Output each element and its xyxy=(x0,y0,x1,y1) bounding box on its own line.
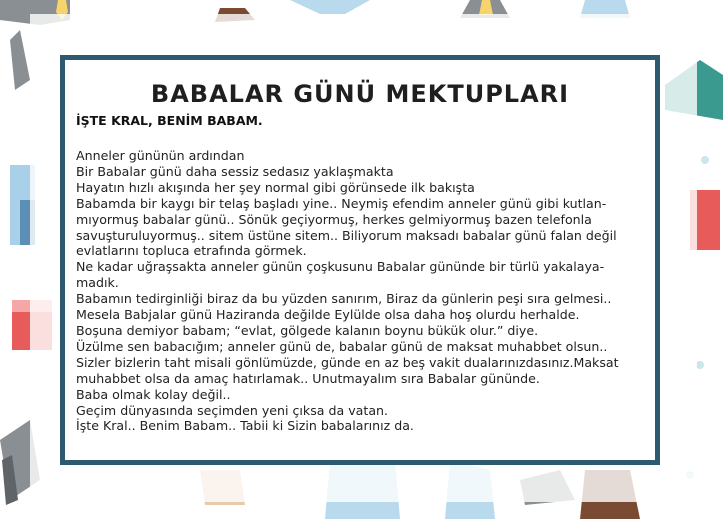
letter-line: Hayatın hızlı akışında her şey normal gibi görünsede ilk bakışta xyxy=(76,179,475,195)
letter-subtitle: İŞTE KRAL, BENİM BABAM. xyxy=(76,113,263,128)
dot-icon xyxy=(701,156,709,164)
letter-line: Sizler bizlerin taht misali gönlümüzde, günde en az beş vakit dualarınızdasınız.Maksat xyxy=(76,354,619,370)
dot-icon xyxy=(696,361,704,369)
letter-line: savuşturuluyormuş.. sitem üstüne sitem.. Biliyorum maksadı babalar günü falan değil xyxy=(76,227,617,243)
letter-line: Boşuna demiyor babam; “evlat, gölgede kalanın boynu bükük olur.” diye. xyxy=(76,322,539,338)
letter-line: İşte Kral.. Benim Babam.. Tabii ki Sizin babalarınız da. xyxy=(76,418,414,434)
shirt-icon xyxy=(290,0,370,14)
letter-line: Geçim dünyasında seçimden yeni çıksa da vatan. xyxy=(76,402,389,418)
letter-line: Mesela Babjalar günü Haziranda değilde Eylülde olsa daha hoş olurdu herhalde. xyxy=(76,307,580,323)
letter-line: evlatlarını topluca etrafında görmek. xyxy=(76,243,307,259)
letter-line: Ne kadar uğraşsakta anneler günün çoşkusunu Babalar gününde bir türlü yakalaya- xyxy=(76,259,605,275)
letter-line: Bir Babalar günü daha sessiz sedasız yaklaşmakta xyxy=(76,163,394,179)
letter-line: Anneler gününün ardından xyxy=(76,148,245,163)
letter-frame xyxy=(60,55,660,465)
letter-title: BABALAR GÜNÜ MEKTUPLARI xyxy=(150,80,570,108)
letter-line: Babamda bir kaygı bir telaş başladı yine.. Neymiş efendim anneler günü gibi kutlan- xyxy=(76,195,607,211)
letter-line: mıyormuş babalar günü.. Sönük geçiyormuş, herkes gelmiyormuş bazen telefonla xyxy=(76,211,592,227)
letter-line: muhabbet olsa da amaç hatırlamak.. Unutmayalım sıra Babalar gününde. xyxy=(76,370,540,386)
letter-line: madık. xyxy=(76,275,119,291)
letter-body xyxy=(76,148,656,434)
letter-line: Babamın tedirginliği biraz da bu yüzden sanırım, Biraz da günlerin peşi sıra gelmesi.. xyxy=(76,291,612,307)
letter-line: Üzülme sen babacığım; anneler günü de, babalar günü de maksat muhabbet olsun.. xyxy=(76,338,608,354)
letter-line: Baba olmak kolay değil.. xyxy=(76,386,231,402)
